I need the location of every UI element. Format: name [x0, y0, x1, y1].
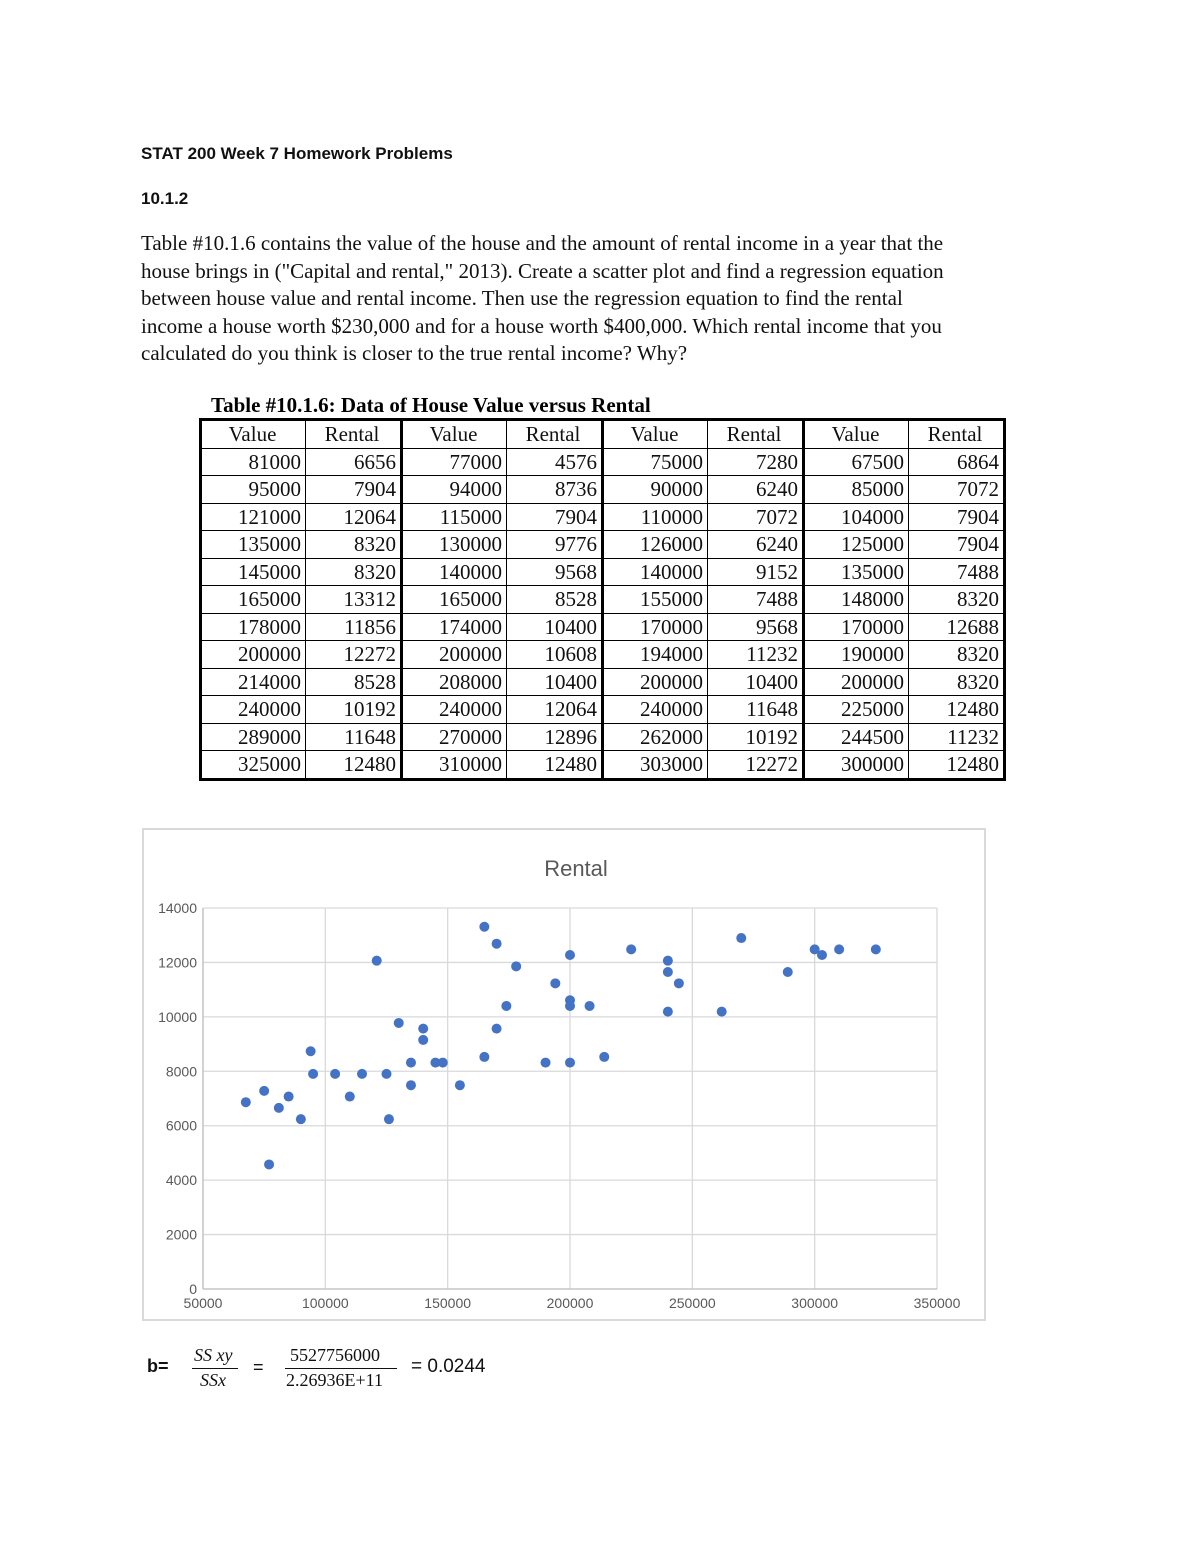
value-cell: 200000 [402, 641, 507, 669]
y-tick-label: 10000 [158, 1008, 197, 1025]
data-point [418, 1035, 428, 1045]
data-point [406, 1058, 416, 1068]
rental-cell: 10192 [708, 723, 804, 751]
chart-svg [144, 830, 984, 1319]
rental-cell: 10400 [507, 613, 603, 641]
problem-line: calculated do you think is closer to the true rental income? Why? [141, 341, 688, 365]
rental-cell: 10400 [708, 668, 804, 696]
problem-line: Table #10.1.6 contains the value of the house and the amount of rental income in a year that the [141, 231, 944, 255]
value-cell: 94000 [402, 476, 507, 504]
value-cell: 115000 [402, 503, 507, 531]
rental-cell: 12480 [306, 751, 402, 780]
value-cell: 165000 [402, 586, 507, 614]
value-cell: 170000 [804, 613, 909, 641]
data-point [585, 1001, 595, 1011]
data-table [199, 418, 1006, 781]
problem-line: between house value and rental income. Then use the regression equation to find the rental [141, 286, 903, 310]
problem-number: 10.1.2 [141, 189, 189, 208]
rental-cell: 7280 [708, 448, 804, 476]
table-row [201, 531, 1005, 559]
table-row [201, 696, 1005, 724]
rental-cell: 7904 [909, 503, 1005, 531]
table-header-cell: Value [201, 420, 306, 449]
rental-cell: 10608 [507, 641, 603, 669]
rental-cell: 13312 [306, 586, 402, 614]
value-cell: 244500 [804, 723, 909, 751]
value-cell: 225000 [804, 696, 909, 724]
table-row [201, 613, 1005, 641]
data-point [717, 1007, 727, 1017]
rental-cell: 9568 [507, 558, 603, 586]
value-cell: 214000 [201, 668, 306, 696]
value-cell: 325000 [201, 751, 306, 780]
rental-cell: 12064 [507, 696, 603, 724]
data-point [541, 1058, 551, 1068]
value-cell: 126000 [603, 531, 708, 559]
value-cell: 300000 [804, 751, 909, 780]
value-cell: 165000 [201, 586, 306, 614]
x-tick-label: 350000 [913, 1295, 961, 1311]
rental-cell: 8320 [306, 531, 402, 559]
table-row [201, 586, 1005, 614]
value-cell: 178000 [201, 613, 306, 641]
rental-cell: 10400 [507, 668, 603, 696]
rental-cell: 12896 [507, 723, 603, 751]
table-header-cell: Rental [306, 420, 402, 449]
data-point [492, 1024, 502, 1034]
value-cell: 81000 [201, 448, 306, 476]
value-cell: 148000 [804, 586, 909, 614]
x-tick-label: 50000 [183, 1295, 223, 1311]
data-point [871, 944, 881, 954]
rental-cell: 7072 [909, 476, 1005, 504]
value-cell: 155000 [603, 586, 708, 614]
y-tick-label: 6000 [165, 1117, 197, 1134]
value-cell: 174000 [402, 613, 507, 641]
value-cell: 130000 [402, 531, 507, 559]
data-point [501, 1001, 511, 1011]
data-point [382, 1069, 392, 1079]
rental-cell: 12480 [909, 751, 1005, 780]
x-tick-label: 100000 [301, 1295, 349, 1311]
problem-text [141, 230, 1071, 368]
rental-cell: 4576 [507, 448, 603, 476]
value-cell: 145000 [201, 558, 306, 586]
rental-cell: 7904 [507, 503, 603, 531]
table-header-cell: Rental [909, 420, 1005, 449]
y-tick-label: 0 [189, 1281, 197, 1297]
table-header-cell: Value [402, 420, 507, 449]
data-point [550, 978, 560, 988]
value-cell: 303000 [603, 751, 708, 780]
y-tick-label: 4000 [165, 1172, 197, 1189]
rental-cell: 7072 [708, 503, 804, 531]
data-point [511, 961, 521, 971]
data-point [663, 1007, 673, 1017]
y-tick-label: 12000 [158, 954, 197, 971]
value-cell: 90000 [603, 476, 708, 504]
table-row [201, 448, 1005, 476]
rental-cell: 6240 [708, 531, 804, 559]
table-row [201, 668, 1005, 696]
rental-cell: 11856 [306, 613, 402, 641]
data-point [384, 1114, 394, 1124]
rental-cell: 8320 [306, 558, 402, 586]
value-cell: 190000 [804, 641, 909, 669]
data-point [455, 1080, 465, 1090]
value-cell: 240000 [201, 696, 306, 724]
rental-cell: 8320 [909, 641, 1005, 669]
y-tick-label: 2000 [165, 1226, 197, 1243]
rental-cell: 7488 [909, 558, 1005, 586]
data-point [599, 1052, 609, 1062]
value-cell: 140000 [402, 558, 507, 586]
value-cell: 310000 [402, 751, 507, 780]
data-point [479, 922, 489, 932]
y-tick-label: 14000 [158, 900, 197, 916]
x-tick-label: 250000 [668, 1295, 716, 1311]
table-row [201, 723, 1005, 751]
rental-cell: 11648 [306, 723, 402, 751]
rental-cell: 8528 [507, 586, 603, 614]
rental-cell: 12480 [909, 696, 1005, 724]
data-point [394, 1018, 404, 1028]
rental-cell: 7904 [909, 531, 1005, 559]
rental-cell: 11232 [909, 723, 1005, 751]
value-cell: 135000 [201, 531, 306, 559]
data-point [357, 1069, 367, 1079]
data-point [284, 1092, 294, 1102]
value-cell: 289000 [201, 723, 306, 751]
rental-cell: 7488 [708, 586, 804, 614]
data-point [259, 1086, 269, 1096]
table-row [201, 641, 1005, 669]
rental-cell: 12272 [708, 751, 804, 780]
data-point [663, 967, 673, 977]
data-point [308, 1069, 318, 1079]
chart-title: Rental [544, 856, 608, 881]
rental-cell: 10192 [306, 696, 402, 724]
data-point [663, 956, 673, 966]
value-cell: 200000 [804, 668, 909, 696]
table-row [201, 476, 1005, 504]
rental-cell: 11232 [708, 641, 804, 669]
ssx-symbol: SSx [200, 1370, 226, 1390]
data-point [674, 978, 684, 988]
x-tick-label: 300000 [791, 1295, 839, 1311]
problem-line: income a house worth $230,000 and for a house worth $400,000. Which rental income that you [141, 313, 942, 338]
value-cell: 110000 [603, 503, 708, 531]
data-point [330, 1069, 340, 1079]
equals-sign: = [253, 1357, 264, 1377]
rental-cell: 8320 [909, 668, 1005, 696]
value-cell: 67500 [804, 448, 909, 476]
value-cell: 135000 [804, 558, 909, 586]
data-point [296, 1114, 306, 1124]
data-point [492, 939, 502, 949]
fraction-bar [192, 1368, 238, 1369]
data-point [565, 1058, 575, 1068]
value-cell: 262000 [603, 723, 708, 751]
table-row [201, 558, 1005, 586]
rental-cell: 8320 [909, 586, 1005, 614]
rental-cell: 9568 [708, 613, 804, 641]
rental-cell: 12272 [306, 641, 402, 669]
rental-cell: 8736 [507, 476, 603, 504]
rental-cell: 12064 [306, 503, 402, 531]
fraction-bar [285, 1368, 397, 1369]
data-point [810, 944, 820, 954]
value-cell: 104000 [804, 503, 909, 531]
value-cell: 170000 [603, 613, 708, 641]
data-point [565, 1001, 575, 1011]
data-point [834, 944, 844, 954]
value-cell: 121000 [201, 503, 306, 531]
table-row [201, 751, 1005, 780]
data-point [438, 1058, 448, 1068]
numerator-value: 5527756000 [290, 1345, 380, 1365]
table-header-cell: Value [603, 420, 708, 449]
table-header-cell: Value [804, 420, 909, 449]
value-cell: 140000 [603, 558, 708, 586]
value-cell: 77000 [402, 448, 507, 476]
ssxy-symbol: SS xy [194, 1345, 233, 1365]
document-title: STAT 200 Week 7 Homework Problems [141, 144, 453, 163]
data-point [418, 1024, 428, 1034]
data-point [783, 967, 793, 977]
value-cell: 200000 [603, 668, 708, 696]
y-tick-label: 8000 [165, 1063, 197, 1080]
scatter-chart [142, 828, 986, 1321]
data-point [626, 944, 636, 954]
rental-cell: 12688 [909, 613, 1005, 641]
data-point [264, 1159, 274, 1169]
value-cell: 75000 [603, 448, 708, 476]
rental-cell: 9152 [708, 558, 804, 586]
value-cell: 200000 [201, 641, 306, 669]
table-row [201, 503, 1005, 531]
rental-cell: 9776 [507, 531, 603, 559]
data-point [372, 956, 382, 966]
value-cell: 240000 [402, 696, 507, 724]
table-header-cell: Rental [507, 420, 603, 449]
rental-cell: 6240 [708, 476, 804, 504]
slope-result: = 0.0244 [411, 1356, 486, 1377]
problem-line: house brings in ("Capital and rental," 2013). Create a scatter plot and find a regression equation [141, 258, 944, 283]
value-cell: 125000 [804, 531, 909, 559]
slope-label: b= [147, 1356, 169, 1376]
value-cell: 85000 [804, 476, 909, 504]
x-tick-label: 200000 [546, 1295, 594, 1311]
rental-cell: 11648 [708, 696, 804, 724]
data-point [565, 950, 575, 960]
denominator-value: 2.26936E+11 [286, 1370, 383, 1390]
value-cell: 95000 [201, 476, 306, 504]
data-point [479, 1052, 489, 1062]
x-tick-label: 150000 [424, 1295, 472, 1311]
data-point [306, 1046, 316, 1056]
table-header-row [201, 420, 1005, 449]
value-cell: 208000 [402, 668, 507, 696]
data-point [406, 1080, 416, 1090]
rental-cell: 12480 [507, 751, 603, 780]
data-point [345, 1092, 355, 1102]
table-header-cell: Rental [708, 420, 804, 449]
value-cell: 240000 [603, 696, 708, 724]
rental-cell: 6656 [306, 448, 402, 476]
rental-cell: 7904 [306, 476, 402, 504]
table-caption: Table #10.1.6: Data of House Value versus Rental [211, 393, 651, 417]
rental-cell: 6864 [909, 448, 1005, 476]
data-point [274, 1103, 284, 1113]
value-cell: 194000 [603, 641, 708, 669]
value-cell: 270000 [402, 723, 507, 751]
rental-cell: 8528 [306, 668, 402, 696]
data-point [241, 1097, 251, 1107]
data-point [736, 933, 746, 943]
